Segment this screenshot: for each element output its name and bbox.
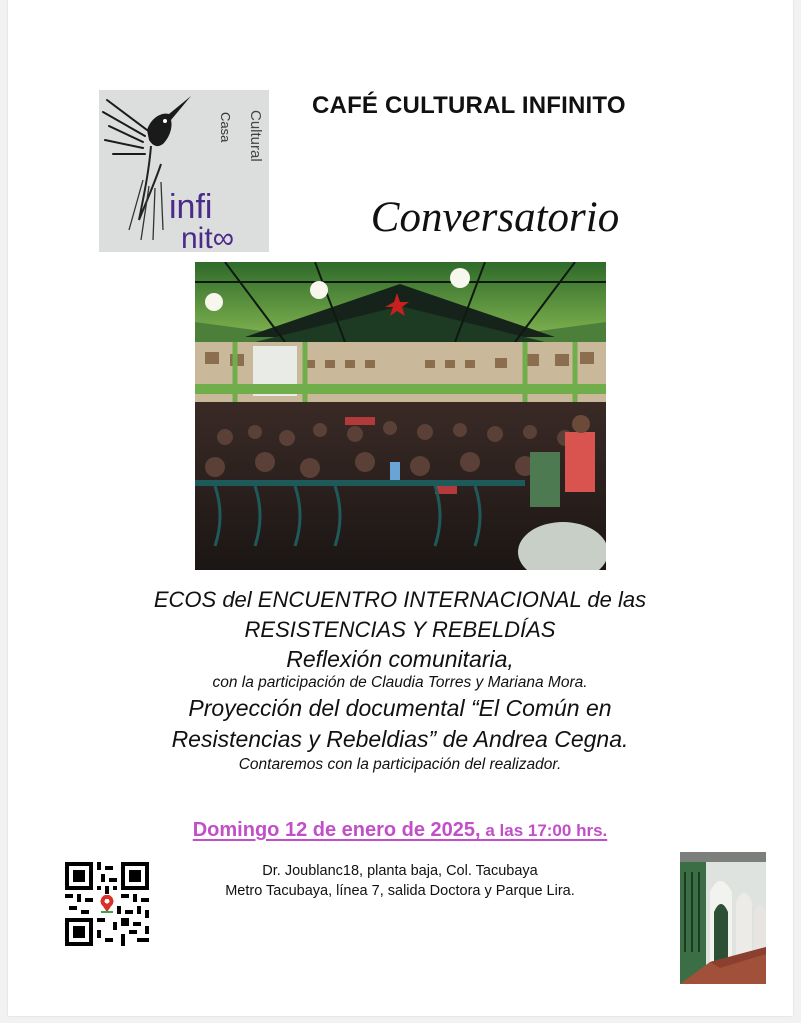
logo-lettering-nito: nit∞ — [181, 222, 235, 252]
auditorium-photo — [195, 262, 606, 570]
event-date — [100, 819, 700, 842]
venue-building-photo — [680, 852, 766, 984]
event-date-main: Domingo 12 de enero de 2025, — [192, 819, 481, 841]
location-qr-code[interactable] — [65, 862, 149, 946]
event-description — [100, 585, 700, 775]
cafe-logo — [99, 90, 269, 252]
description-line-7: Contaremos con la participación del realizador. — [238, 756, 562, 773]
address-line-2: Metro Tacubaya, línea 7, salida Doctora y Parque Lira. — [225, 883, 575, 899]
description-line-4: con la participación de Claudia Torres y Mariana Mora. — [212, 674, 588, 691]
logo-lettering-cultural: Cultural — [247, 110, 264, 162]
org-title: CAFÉ CULTURAL INFINITO — [312, 92, 626, 119]
logo-lettering-infi: infi — [169, 188, 213, 226]
description-line-6: Resistencias y Rebeldias” de Andrea Cegna. — [171, 726, 629, 752]
event-type-heading: Conversatorio — [370, 194, 620, 241]
event-time: a las 17:00 hrs. — [480, 821, 608, 840]
map-pin-icon — [97, 894, 117, 914]
qr-code-icon — [65, 862, 149, 946]
address-line-1: Dr. Joublanc18, planta baja, Col. Tacubaya — [262, 863, 538, 879]
venue-address — [190, 861, 610, 901]
description-line-1: ECOS del ENCUENTRO INTERNACIONAL de las — [153, 587, 647, 612]
logo-lettering-casa: Casa — [218, 112, 233, 143]
description-line-3: Reflexión comunitaria, — [286, 646, 514, 672]
description-line-5: Proyección del documental “El Común en — [188, 695, 612, 721]
hummingbird-logo-icon — [99, 90, 269, 252]
description-line-2: RESISTENCIAS Y REBELDÍAS — [244, 617, 556, 642]
